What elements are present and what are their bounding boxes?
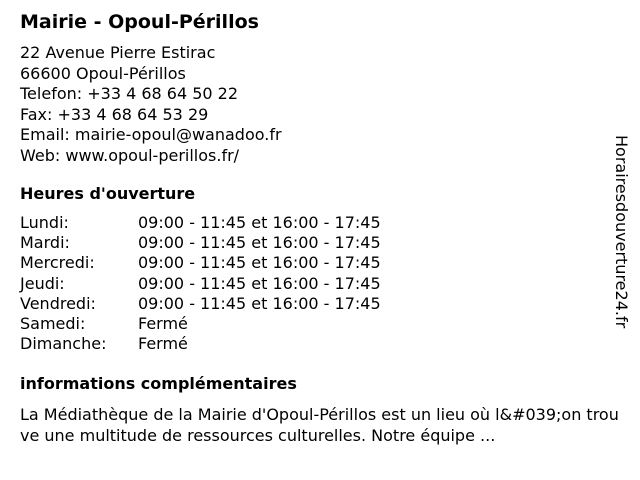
fax-number: Fax: +33 4 68 64 53 29: [20, 104, 209, 124]
address-city: 66600 Opoul-Périllos: [20, 63, 186, 83]
additional-info-text: La Médiathèque de la Mairie d'Opoul-Périllos est un lieu où l&#039;on trouve une multitude de ressources culturelles. Notre équipe ...: [20, 405, 619, 445]
day-label: Lundi:: [20, 213, 69, 232]
day-label: Mardi:: [20, 233, 70, 253]
hours-value: Fermé: [138, 313, 188, 333]
hours-value: 09:00 - 11:45 et 16:00 - 17:45: [138, 273, 381, 293]
hours-value: 09:00 - 11:45 et 16:00 - 17:45: [138, 233, 381, 253]
address-street: 22 Avenue Pierre Estirac: [20, 43, 216, 62]
day-label: Samedi:: [20, 313, 86, 333]
website-address: Web: www.opoul-perillos.fr/: [20, 145, 240, 165]
day-label: Dimanche:: [20, 334, 107, 354]
side-brand-text: Horairesdouverture24.fr: [612, 135, 631, 329]
hours-value: Fermé: [138, 334, 188, 354]
phone-number: Telefon: +33 4 68 64 50 22: [20, 84, 239, 103]
page-title: Mairie - Opoul-Périllos: [20, 11, 259, 33]
contact-block: [20, 43, 282, 166]
day-label: Mercredi:: [20, 253, 95, 273]
day-label: Jeudi:: [20, 273, 65, 293]
hours-value: 09:00 - 11:45 et 16:00 - 17:45: [138, 253, 381, 273]
additional-info-heading: informations complémentaires: [20, 374, 297, 393]
day-label: Vendredi:: [20, 293, 96, 313]
side-brand: [611, 135, 633, 345]
hours-value: 09:00 - 11:45 et 16:00 - 17:45: [138, 293, 381, 313]
opening-hours-heading: Heures d'ouverture: [20, 184, 196, 203]
email-address: Email: mairie-opoul@wanadoo.fr: [20, 125, 282, 144]
hours-value: 09:00 - 11:45 et 16:00 - 17:45: [138, 213, 381, 232]
